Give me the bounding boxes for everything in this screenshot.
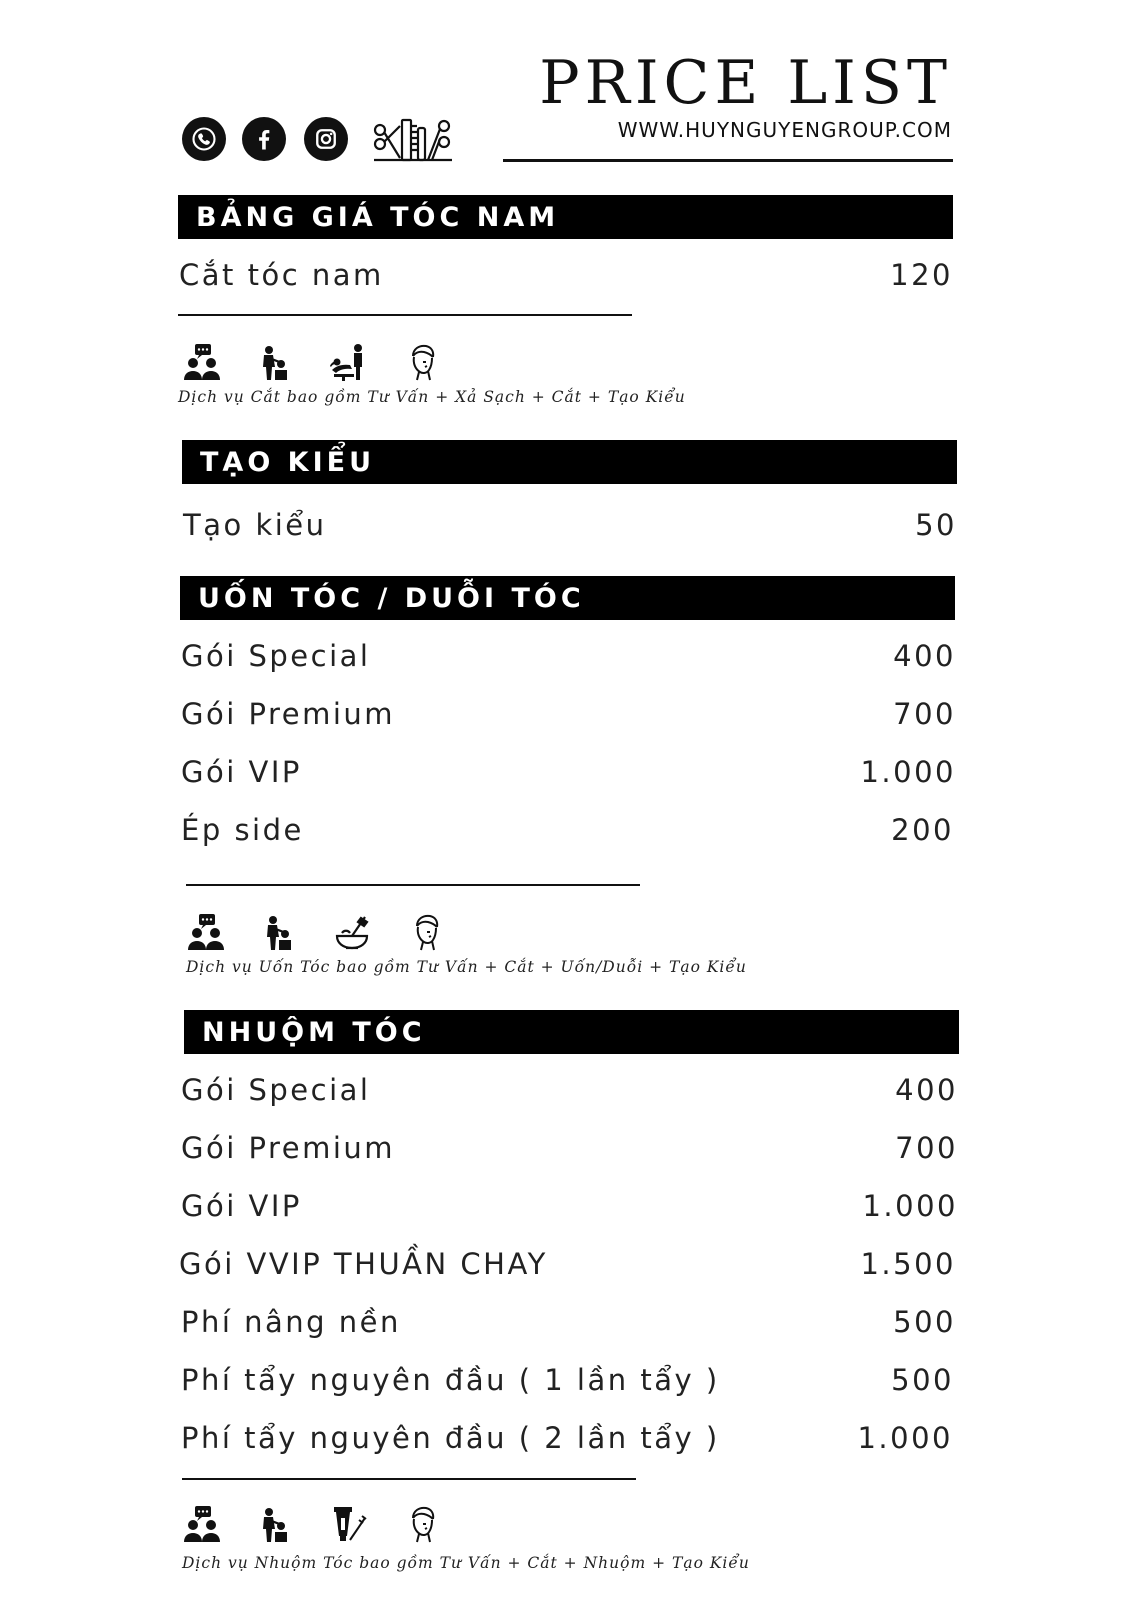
consult-icon	[182, 342, 222, 382]
haircut-icon	[255, 1504, 295, 1544]
section-divider	[178, 314, 632, 316]
item-price: 400	[895, 1073, 958, 1107]
haircut-icon	[259, 912, 299, 952]
item-price: 120	[890, 258, 953, 292]
price-row	[181, 1125, 958, 1171]
item-name: Gói Special	[181, 1073, 371, 1107]
price-row	[179, 252, 953, 298]
item-price: 700	[895, 1131, 958, 1165]
section-heading-men-haircut: BẢNG GIÁ TÓC NAM	[178, 195, 953, 239]
service-icons	[182, 342, 474, 382]
item-price: 200	[891, 813, 954, 847]
item-name: Ép side	[181, 813, 304, 847]
dye-tube-icon	[328, 1504, 368, 1544]
item-name: Phí tẩy nguyên đầu ( 1 lần tẩy )	[181, 1363, 720, 1397]
section-heading-styling: TẠO KIỂU	[182, 440, 957, 484]
section-heading-hair-dye: NHUỘM TÓC	[184, 1010, 959, 1054]
item-name: Phí tẩy nguyên đầu ( 2 lần tẩy )	[181, 1421, 720, 1455]
consult-icon	[186, 912, 226, 952]
hairstyle-icon	[405, 912, 445, 952]
item-price: 50	[915, 508, 957, 542]
item-name: Phí nâng nền	[181, 1305, 401, 1339]
section-heading-perm-straighten: UỐN TÓC / DUỖI TÓC	[180, 576, 955, 620]
item-name: Gói VIP	[181, 755, 302, 789]
service-icons	[186, 912, 478, 952]
service-note: Dịch vụ Cắt bao gồm Tư Vấn + Xả Sạch + Cắt + Tạo Kiểu	[178, 388, 686, 406]
item-price: 1.000	[857, 1421, 953, 1455]
section-divider	[182, 1478, 636, 1480]
perm-bowl-icon	[332, 912, 372, 952]
shampoo-chair-icon	[328, 342, 368, 382]
facebook-icon[interactable]	[242, 117, 286, 161]
price-row	[181, 1299, 956, 1345]
barber-tools-icon	[372, 116, 454, 164]
wash-icon	[255, 342, 295, 382]
price-row	[183, 502, 957, 548]
price-row	[181, 1415, 953, 1461]
consult-icon	[182, 1504, 222, 1544]
item-name: Tạo kiểu	[183, 508, 327, 542]
price-row	[181, 1357, 954, 1403]
item-price: 1.000	[860, 755, 956, 789]
service-icons	[182, 1504, 474, 1544]
price-row	[181, 1183, 958, 1229]
header-divider	[503, 159, 953, 162]
item-price: 500	[891, 1363, 954, 1397]
item-price: 1.000	[862, 1189, 958, 1223]
website-link[interactable]: WWW.HUYNGUYENGROUP.COM	[617, 118, 952, 142]
item-name: Gói VVIP THUẦN CHAY	[179, 1247, 548, 1281]
price-row	[181, 691, 956, 737]
item-price: 500	[893, 1305, 956, 1339]
item-name: Cắt tóc nam	[179, 258, 384, 292]
item-price: 1.500	[860, 1247, 956, 1281]
hairstyle-icon	[401, 342, 441, 382]
price-row	[181, 1067, 958, 1113]
price-row	[181, 633, 956, 679]
item-name: Gói Premium	[181, 1131, 396, 1165]
price-row	[181, 807, 954, 853]
item-name: Gói Special	[181, 639, 371, 673]
price-row	[179, 1241, 956, 1287]
instagram-icon[interactable]	[304, 117, 348, 161]
page-title: PRICE LIST	[539, 48, 952, 118]
section-divider	[186, 884, 640, 886]
service-note: Dịch vụ Nhuộm Tóc bao gồm Tư Vấn + Cắt + Nhuộm + Tạo Kiểu	[182, 1554, 750, 1572]
phone-icon[interactable]	[182, 117, 226, 161]
item-price: 400	[893, 639, 956, 673]
service-note: Dịch vụ Uốn Tóc bao gồm Tư Vấn + Cắt + Uốn/Duỗi + Tạo Kiểu	[186, 958, 747, 976]
item-name: Gói VIP	[181, 1189, 302, 1223]
item-name: Gói Premium	[181, 697, 396, 731]
item-price: 700	[893, 697, 956, 731]
price-row	[181, 749, 956, 795]
hairstyle-icon	[401, 1504, 441, 1544]
